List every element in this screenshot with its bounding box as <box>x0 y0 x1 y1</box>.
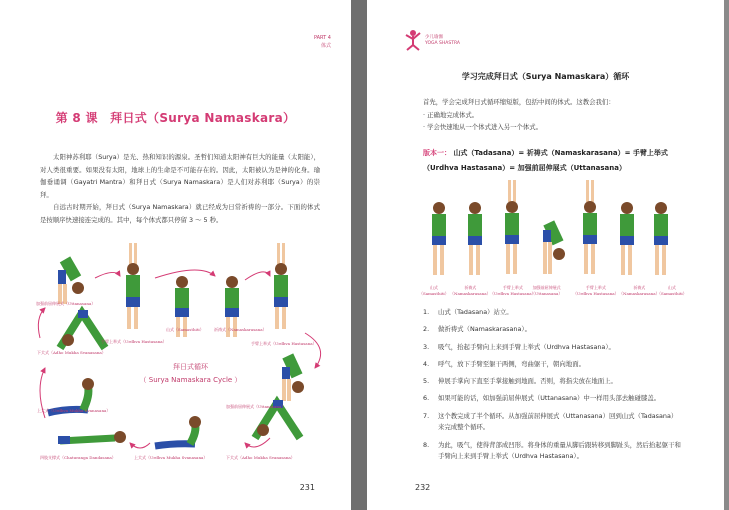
body-text <box>40 151 320 227</box>
page-number: 232 <box>415 483 431 492</box>
paragraph: 太阳神苏利耶（Surya）是光、热和知识的源泉。圣哲们知道太阳神有巨大的能量（太阳能），对人类很重要。如果没有太阳，地球上的生命是不可能存在的。因此，太阳被认为是神的化身。瑜伽垂诵调（Gayatri Mantra）和拜日式（Surya Namaskara）是人们对苏利耶（Surya）的崇拜。 <box>40 153 320 199</box>
bullet-item: · 学会快速地从一个体式进入另一个体式。 <box>423 123 543 132</box>
pose-caption: 祈祷式（Namaskarasana） <box>214 327 267 332</box>
step-item: 3. 吸气，抬起手臂向上来到手臂上举式（Urdhva Hastasana）。 <box>423 342 615 351</box>
version-heading <box>423 146 685 175</box>
section-title: 学习完成拜日式（Surya Namaskara）循环 <box>461 72 630 81</box>
pose-caption: 下犬式（Adho Mukha Svanasana） <box>37 350 106 355</box>
step-item: 5. 伸展手掌向下直至手掌接触到地面。否则，将指尖放在地面上。 <box>423 377 617 386</box>
pose-caption: 手臂上举式（Urdhva Hastasana） <box>101 339 167 344</box>
logo-text: 少儿瑜伽 YOGA SHASTRA <box>425 35 460 46</box>
paragraph: 自远古时期开始，拜日式（Surya Namaskara）就已经成为日常祈祷的一部分。下面的体式是按顺序快速接连完成的。其中，每个体式都只停留 3 ～ 5 秒。 <box>40 203 320 224</box>
pose-figure <box>126 243 140 329</box>
pose-caption: 山式（Samasthiti） <box>166 327 204 332</box>
pose-caption: 上犬式（Urdhva Mukha Svanasana） <box>37 408 111 413</box>
step-item: 6. 如果可能的话，如加强前屈伸展式（Uttanasana）中一样用头部去触碰膝盖。 <box>423 394 661 403</box>
pose-figure <box>432 202 446 275</box>
pose-figure <box>620 202 634 275</box>
step-item: 1. 山式（Tadasana）站立。 <box>423 308 513 316</box>
pose-caption: 手臂上举式（Urdhva Hastasana） <box>251 341 317 346</box>
pose-caption: 四肢支撑式（Chaturanga Dandasana） <box>40 455 116 460</box>
lesson-title: 第 8 课 拜日式（Surya Namaskara） <box>55 111 296 125</box>
step-item: 4. 呼气，放下手臂至躯干两侧，弯曲躯干，朝向地面。 <box>423 359 585 368</box>
pose-caption: 祈祷式 （Namaskarasana） <box>450 285 491 296</box>
left-page <box>0 0 351 510</box>
right-page <box>367 0 724 510</box>
pose-figure <box>654 202 668 275</box>
pose-caption: 上犬式（Urdhva Mukha Svanasana） <box>134 455 208 460</box>
pose-caption: 山式 （Samasthiti） <box>419 285 449 296</box>
part-label: PART 4 体式 <box>313 35 331 49</box>
pose-caption: 加强前屈伸展式（Uttanasana） <box>226 404 286 409</box>
page-number: 231 <box>299 483 315 492</box>
pose-figure <box>543 220 565 274</box>
pose-caption: 山式 （Samasthiti） <box>657 285 687 296</box>
pose-figure <box>468 202 482 275</box>
steps-list <box>423 307 681 469</box>
bullet-item: · 正确地完成体式。 <box>423 110 479 119</box>
pose-caption: 祈祷式 （Namaskarasana） <box>619 285 660 296</box>
pose-figure <box>155 416 201 446</box>
pose-figure <box>583 180 597 274</box>
pose-figure <box>58 256 84 304</box>
pose-figure <box>58 431 126 444</box>
pose-sequence <box>417 180 677 300</box>
version-label: 版本一： <box>423 149 451 157</box>
pose-figure <box>282 353 304 401</box>
pose-caption: 下犬式（Adho Mukha Svanasana） <box>226 455 295 460</box>
pose-figure <box>60 310 105 348</box>
page-gutter <box>351 0 367 510</box>
cycle-title: 拜日式循环 （ Surya Namaskara Cycle ） <box>139 363 242 384</box>
pose-caption: 手臂上举式 （Urdhva Hastasana） <box>490 285 536 296</box>
intro-text: 首先，学会完成拜日式循环缩短版，包括中间的体式。这教会我们： · 正确地完成体式。 · 学会快速地从一个体式进入另一个体式。 <box>423 96 683 134</box>
step-item: 8. 为此，吸气，使得背部成凹形。将身体的重量从脚后跟转移到脚趾头，然后抬起躯干和手臂向上来到手臂上举式（Urdhva Hastasana）。 <box>423 440 681 461</box>
pose-figure <box>274 243 288 329</box>
step-item: 2. 做祈祷式（Namaskarasana）。 <box>423 325 531 334</box>
pose-caption: 加强前屈伸展式（Uttanasana） <box>36 301 96 306</box>
page-edge <box>724 0 729 510</box>
pose-caption: 加强前屈伸展式 （Uttanasana） <box>531 285 563 296</box>
version-text: 山式（Tadasana）= 祈祷式（Namaskarasana）= 手臂上举式（Urdhva Hastasana）= 加强前屈伸展式（Uttanasana） <box>423 149 668 172</box>
step-item: 7. 这个教完成了半个循环。从加强前屈伸展式（Uttanasana）回到山式（Tadasana）来完成整个循环。 <box>423 411 678 432</box>
pose-figure <box>505 180 519 274</box>
pose-caption: 手臂上举式 （Urdhva Hastasana） <box>573 285 619 296</box>
yoga-logo-icon <box>403 29 423 51</box>
